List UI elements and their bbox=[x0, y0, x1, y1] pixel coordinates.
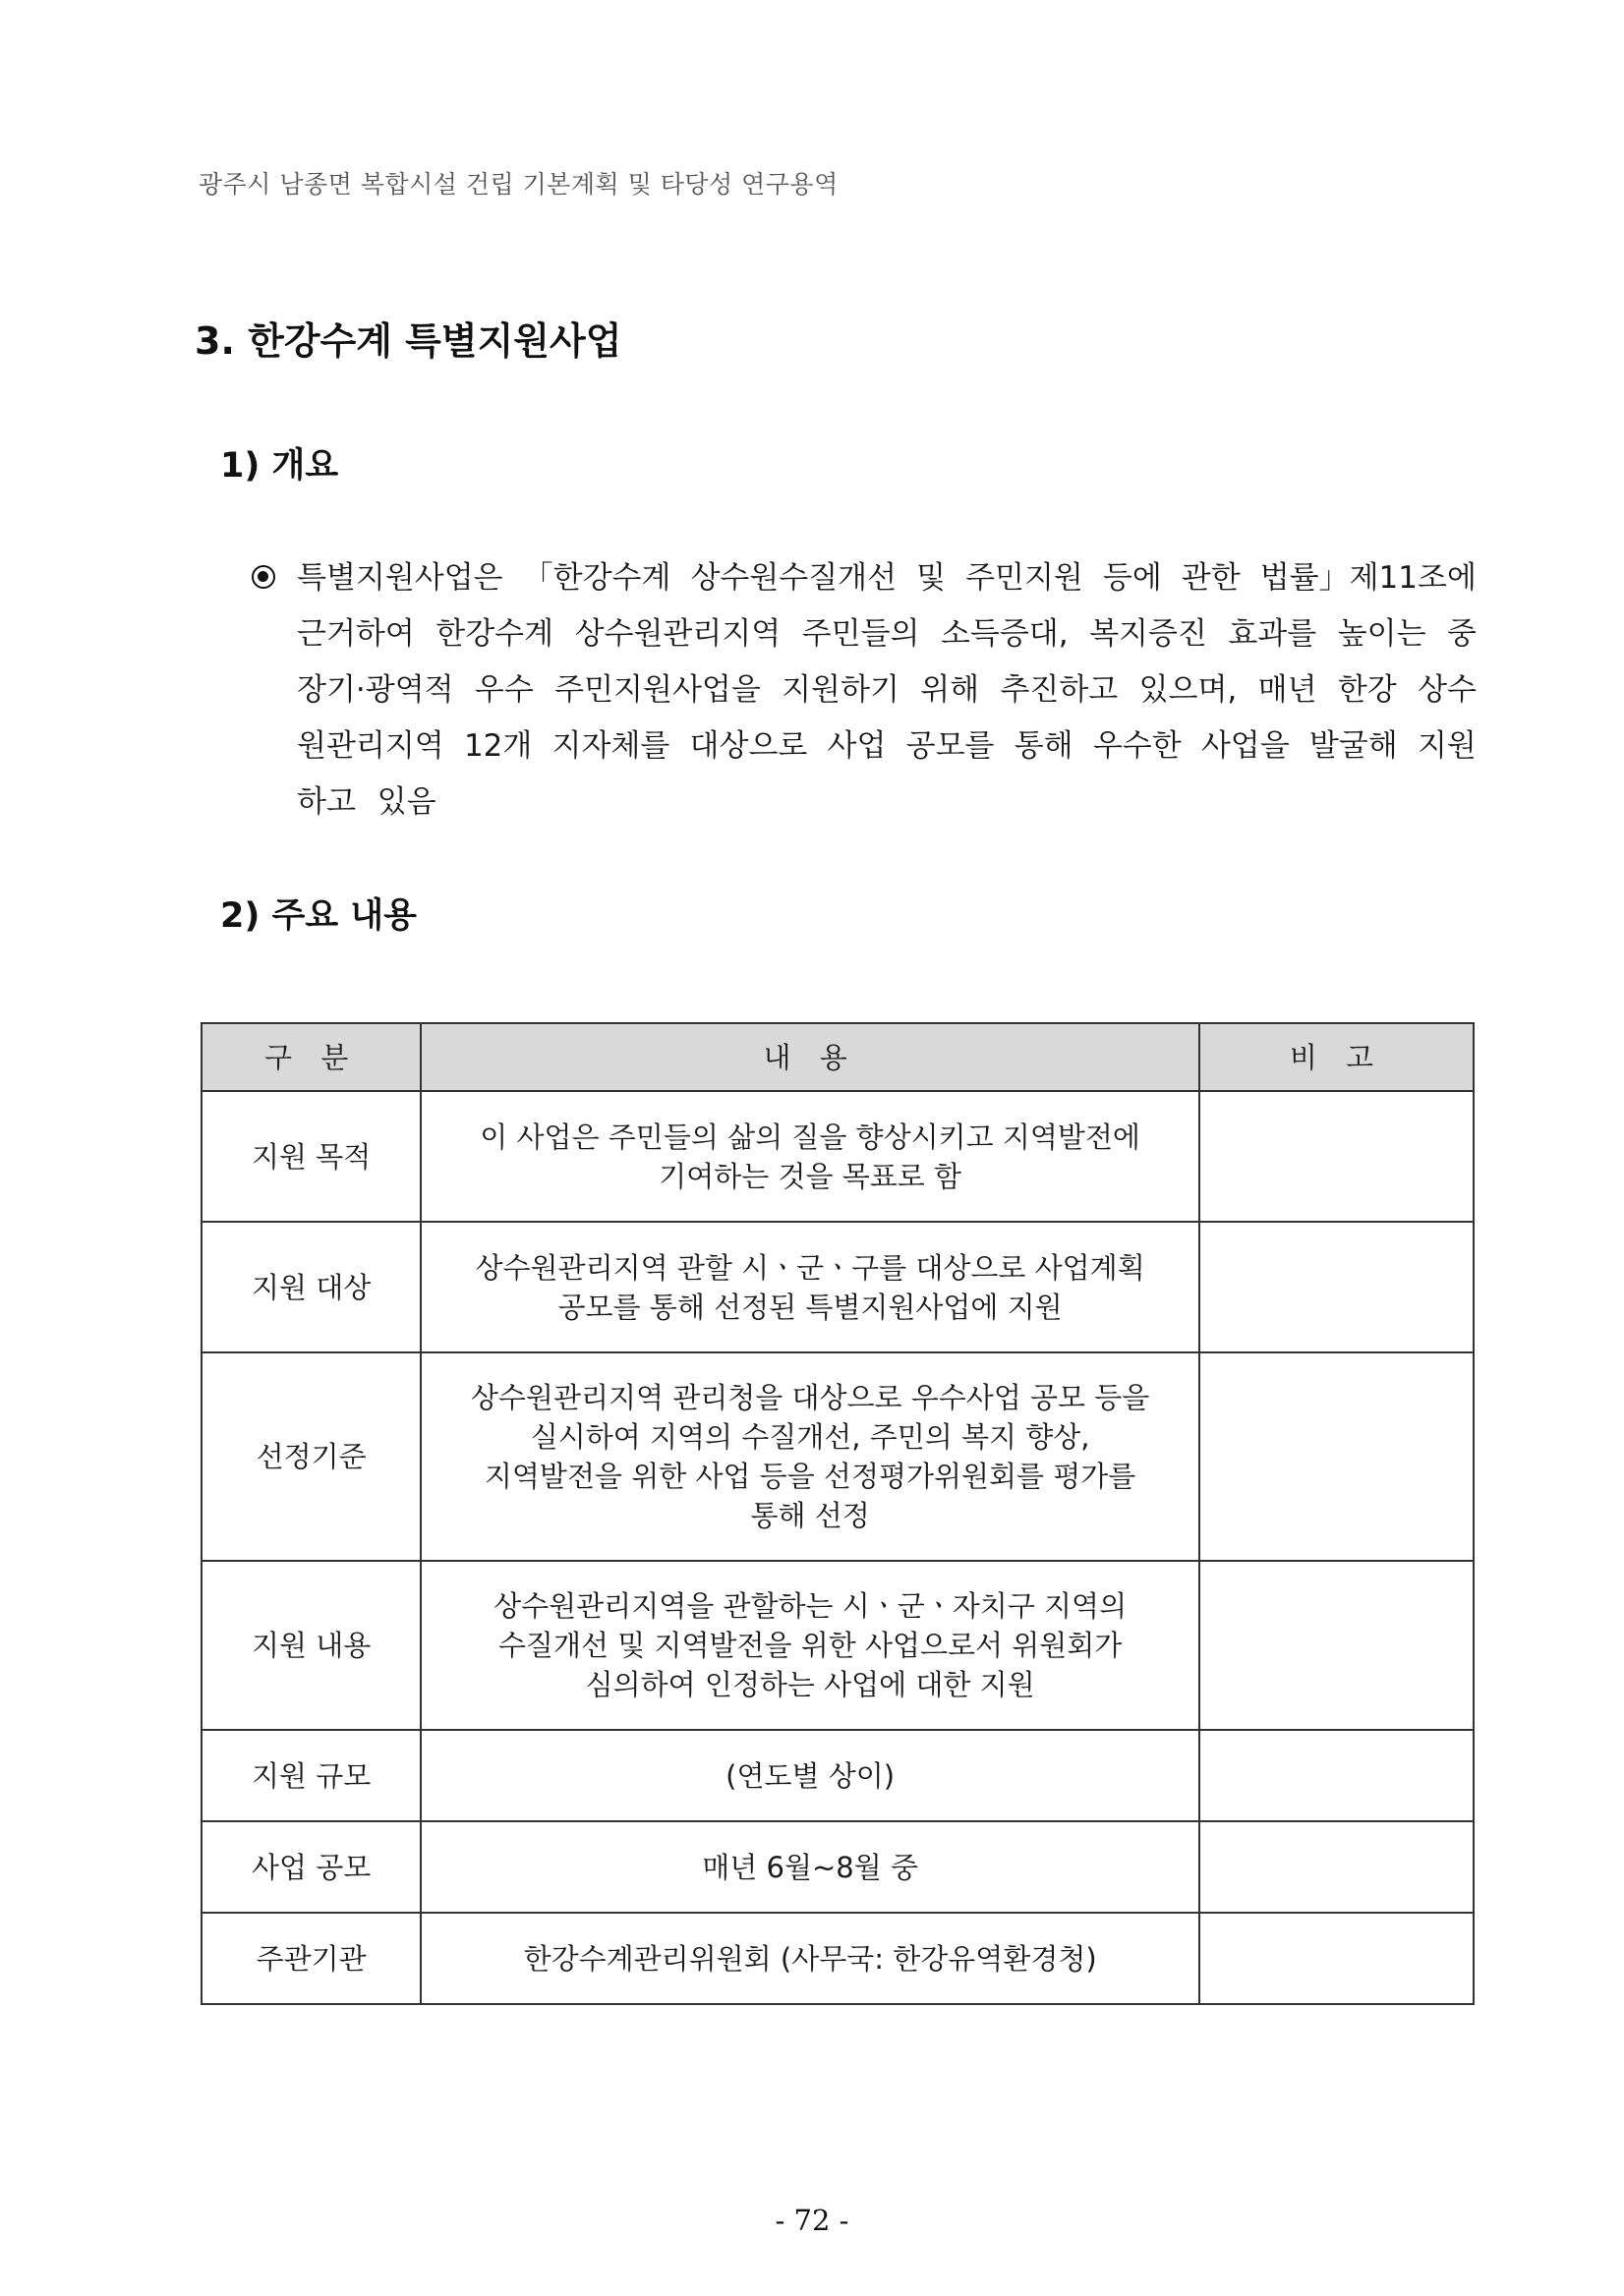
overview-word: 상수원수질개선 bbox=[690, 560, 898, 596]
overview-line bbox=[297, 662, 1477, 718]
overview-word: 법률」제11조에 bbox=[1259, 560, 1477, 596]
overview-word: 높이는 bbox=[1337, 616, 1426, 652]
row-note bbox=[1199, 1913, 1474, 2004]
table-row bbox=[202, 1730, 1474, 1821]
row-note bbox=[1199, 1561, 1474, 1730]
overview-word: 중 bbox=[1447, 616, 1477, 652]
overview-word: 있으며, bbox=[1138, 672, 1238, 708]
content-line: 이 사업은 주민들의 삶의 질을 향상시키고 지역발전에 bbox=[480, 1119, 1140, 1154]
overview-word: 근거하여 bbox=[297, 616, 415, 652]
table-row bbox=[202, 1091, 1474, 1222]
row-content bbox=[421, 1352, 1199, 1561]
overview-heading: 1) 개요 bbox=[220, 446, 339, 486]
overview-word: 사업을 bbox=[1200, 728, 1290, 764]
row-content bbox=[421, 1821, 1199, 1913]
overview-word: 원관리지역 bbox=[297, 728, 444, 764]
overview-word: 관한 bbox=[1181, 560, 1241, 596]
overview-word: 발굴해 bbox=[1308, 728, 1398, 764]
table-row bbox=[202, 1561, 1474, 1730]
row-content bbox=[421, 1561, 1199, 1730]
content-line: 기여하는 것을 목표로 함 bbox=[659, 1159, 962, 1193]
overview-word: 사업 bbox=[827, 728, 887, 764]
main-content-heading: 2) 주요 내용 bbox=[220, 896, 417, 936]
row-division: 지원 목적 bbox=[202, 1091, 421, 1222]
overview-word: 주민지원 bbox=[965, 560, 1083, 596]
page-number: - 72 - bbox=[775, 2204, 849, 2237]
table-header-row bbox=[202, 1023, 1474, 1091]
overview-word: 장기·광역적 bbox=[297, 672, 454, 708]
overview-word: 지원 bbox=[1417, 728, 1477, 764]
content-line: 실시하여 지역의 수질개선, 주민의 복지 향상, bbox=[530, 1420, 1090, 1454]
overview-word: 추진하고 bbox=[1000, 672, 1119, 708]
section-title: 3. 한강수계 특별지원사업 bbox=[195, 319, 622, 363]
overview-word: 12개 bbox=[463, 728, 533, 764]
fisheye-bullet-icon bbox=[252, 565, 275, 589]
overview-word: 주민들의 bbox=[801, 616, 920, 652]
overview-word: 「한강수계 bbox=[522, 560, 671, 596]
overview-word: 상수원관리지역 bbox=[574, 616, 782, 652]
row-division: 사업 공모 bbox=[202, 1821, 421, 1913]
overview-word: 한강수계 bbox=[435, 616, 554, 652]
overview-line bbox=[297, 606, 1477, 662]
content-line: (연도별 상이) bbox=[725, 1758, 896, 1793]
header-note: 비 고 bbox=[1199, 1023, 1474, 1091]
running-header: 광주시 남종면 복합시설 건립 기본계획 및 타당성 연구용역 bbox=[199, 170, 839, 199]
overview-word: 효과를 bbox=[1228, 616, 1317, 652]
row-division: 지원 내용 bbox=[202, 1561, 421, 1730]
row-note bbox=[1199, 1730, 1474, 1821]
overview-word: 특별지원사업은 bbox=[297, 560, 503, 596]
overview-line: 하고 있음 bbox=[297, 784, 436, 820]
table-row bbox=[202, 1222, 1474, 1352]
row-content bbox=[421, 1913, 1199, 2004]
overview-word: 등에 bbox=[1102, 560, 1162, 596]
overview-word: 주민지원사업을 bbox=[554, 672, 761, 708]
overview-paragraph bbox=[297, 550, 1477, 831]
overview-word: 우수 bbox=[474, 672, 534, 708]
overview-word: 공모를 bbox=[905, 728, 995, 764]
table-row bbox=[202, 1352, 1474, 1561]
content-line: 한강수계관리위원회 (사무국: 한강유역환경청) bbox=[523, 1941, 1097, 1976]
overview-word: 지원하기 bbox=[782, 672, 899, 708]
table-row bbox=[202, 1821, 1474, 1913]
row-division: 지원 규모 bbox=[202, 1730, 421, 1821]
row-content bbox=[421, 1222, 1199, 1352]
overview-word: 매년 bbox=[1257, 672, 1317, 708]
row-content bbox=[421, 1091, 1199, 1222]
header-division: 구 분 bbox=[202, 1023, 421, 1091]
content-line: 심의하여 인정하는 사업에 대한 지원 bbox=[585, 1668, 1035, 1701]
content-line: 상수원관리지역 관할 시ㆍ군ㆍ구를 대상으로 사업계획 bbox=[475, 1250, 1145, 1285]
content-line: 공모를 통해 선정된 특별지원사업에 지원 bbox=[557, 1290, 1063, 1324]
row-note bbox=[1199, 1352, 1474, 1561]
overview-line bbox=[297, 718, 1477, 775]
overview-word: 및 bbox=[916, 560, 947, 596]
support-program-table bbox=[201, 1022, 1475, 2005]
overview-line bbox=[297, 550, 1477, 606]
content-line: 수질개선 및 지역발전을 위한 사업으로서 위원회가 bbox=[497, 1629, 1123, 1662]
content-line: 상수원관리지역을 관할하는 시ㆍ군ㆍ자치구 지역의 bbox=[493, 1589, 1128, 1623]
overview-word: 위해 bbox=[920, 672, 980, 708]
row-division: 선정기준 bbox=[202, 1352, 421, 1561]
overview-word: 상수 bbox=[1418, 672, 1477, 708]
table-row bbox=[202, 1913, 1474, 2004]
row-note bbox=[1199, 1222, 1474, 1352]
overview-word: 한강 bbox=[1337, 672, 1397, 708]
content-line: 지역발전을 위한 사업 등을 선정평가위원회를 평가를 bbox=[484, 1460, 1136, 1493]
overview-word: 소득증대, bbox=[940, 616, 1069, 652]
content-line: 매년 6월~8월 중 bbox=[702, 1850, 918, 1884]
row-division: 지원 대상 bbox=[202, 1222, 421, 1352]
overview-word: 우수한 bbox=[1092, 728, 1182, 764]
content-line: 통해 선정 bbox=[750, 1499, 870, 1532]
row-note bbox=[1199, 1091, 1474, 1222]
row-division: 주관기관 bbox=[202, 1913, 421, 2004]
overview-word: 대상으로 bbox=[689, 728, 808, 764]
header-content: 내 용 bbox=[421, 1023, 1199, 1091]
content-line: 상수원관리지역 관리청을 대상으로 우수사업 공모 등을 bbox=[470, 1381, 1150, 1414]
row-note bbox=[1199, 1821, 1474, 1913]
overview-word: 복지증진 bbox=[1089, 616, 1207, 652]
overview-word: 지자체를 bbox=[551, 728, 670, 764]
row-content bbox=[421, 1730, 1199, 1821]
overview-word: 통해 bbox=[1014, 728, 1073, 764]
